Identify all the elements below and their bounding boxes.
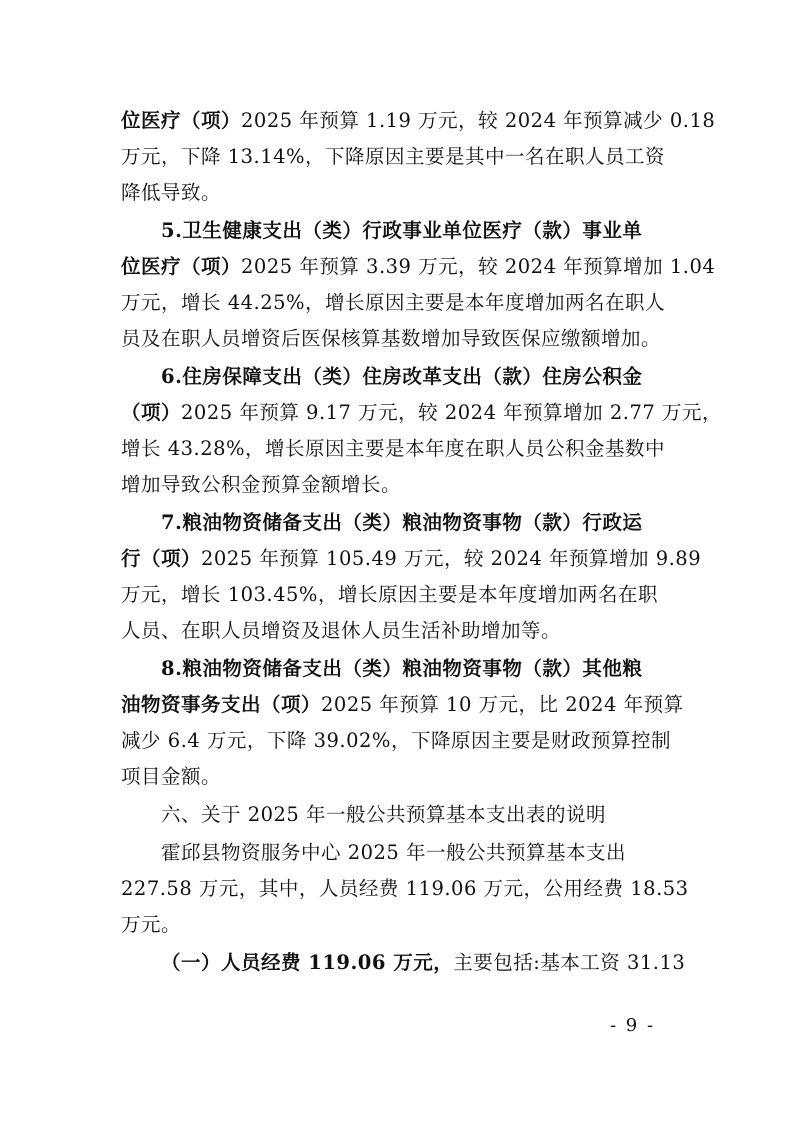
text-line (121, 139, 677, 175)
text-line (121, 321, 677, 357)
text-line (121, 651, 677, 687)
text-line (121, 467, 677, 503)
text-segment: 六、关于 2025 年一般公共预算基本支出表的说明 (161, 803, 607, 826)
text-line (121, 103, 716, 139)
text-segment: 2025 年预算 1.19 万元，较 2024 年预算减少 0.18 (241, 109, 716, 132)
section-heading (121, 797, 677, 833)
text-segment: 项目金额。 (121, 765, 222, 788)
text-segment: 主要包括:基本工资 31.13 (453, 951, 686, 974)
bold-segment: 7.粮油物资储备支出（类）粮油物资事物（款）行政运 (161, 511, 643, 534)
text-segment: 2025 年预算 105.49 万元，较 2024 年预算增加 9.89 (201, 547, 702, 570)
text-segment: 万元。 (121, 913, 182, 936)
bold-segment: 行（项） (121, 547, 202, 570)
bold-segment: （项） (121, 401, 182, 424)
text-line (121, 505, 677, 541)
text-line (121, 687, 684, 723)
text-segment: 万元，增长 103.45%，增长原因主要是本年度增加两名在职 (121, 583, 658, 606)
text-line (121, 945, 686, 981)
text-segment: 万元，增长 44.25%，增长原因主要是本年度增加两名在职人 (121, 291, 666, 314)
text-segment: 增加导致公积金预算金额增长。 (121, 473, 402, 496)
text-line (121, 835, 677, 871)
body-text (121, 103, 722, 981)
text-segment: 2025 年预算 3.39 万元，较 2024 年预算增加 1.04 (241, 255, 716, 278)
bold-segment: （一）人员经费 119.06 万元， (161, 951, 454, 974)
text-segment: 减少 6.4 万元，下降 39.02%，下降原因主要是财政预算控制 (121, 729, 671, 752)
text-line (121, 285, 677, 321)
text-line (121, 175, 677, 211)
text-line (121, 577, 677, 613)
text-segment: 万元，下降 13.14%，下降原因主要是其中一名在职人员工资 (121, 145, 666, 168)
text-segment: 人员、在职人员增资及退休人员生活补助增加等。 (121, 619, 562, 642)
bold-segment: 5.卫生健康支出（类）行政事业单位医疗（款）事业单 (161, 219, 643, 242)
text-segment: 增长 43.28%，增长原因主要是本年度在职人员公积金基数中 (121, 437, 666, 460)
page-number: - 9 - (610, 1015, 656, 1036)
bold-segment: 位医疗（项） (121, 109, 242, 132)
text-line (121, 723, 677, 759)
text-segment: 227.58 万元，其中，人员经费 119.06 万元，公用经费 18.53 (121, 877, 689, 900)
text-line (121, 395, 722, 431)
bold-segment: 油物资事务支出（项） (121, 693, 322, 716)
text-line (121, 871, 689, 907)
text-segment: 霍邱县物资服务中心 2025 年一般公共预算基本支出 (161, 841, 627, 864)
bold-segment: 位医疗（项） (121, 255, 242, 278)
text-line (121, 359, 677, 395)
text-line (121, 907, 677, 943)
bold-segment: 8.粮油物资储备支出（类）粮油物资事物（款）其他粮 (161, 657, 643, 680)
text-line (121, 541, 702, 577)
bold-segment: 6.住房保障支出（类）住房改革支出（款）住房公积金 (161, 365, 643, 388)
text-line (121, 759, 677, 795)
text-line (121, 213, 677, 249)
text-segment: 员及在职人员增资后医保核算基数增加导致医保应缴额增加。 (121, 327, 662, 350)
text-line (121, 613, 677, 649)
text-line (121, 431, 677, 467)
text-segment: 2025 年预算 10 万元，比 2024 年预算 (321, 693, 684, 716)
text-line (121, 249, 716, 285)
text-segment: 2025 年预算 9.17 万元，较 2024 年预算增加 2.77 万元， (181, 401, 722, 424)
text-segment: 降低导致。 (121, 181, 222, 204)
